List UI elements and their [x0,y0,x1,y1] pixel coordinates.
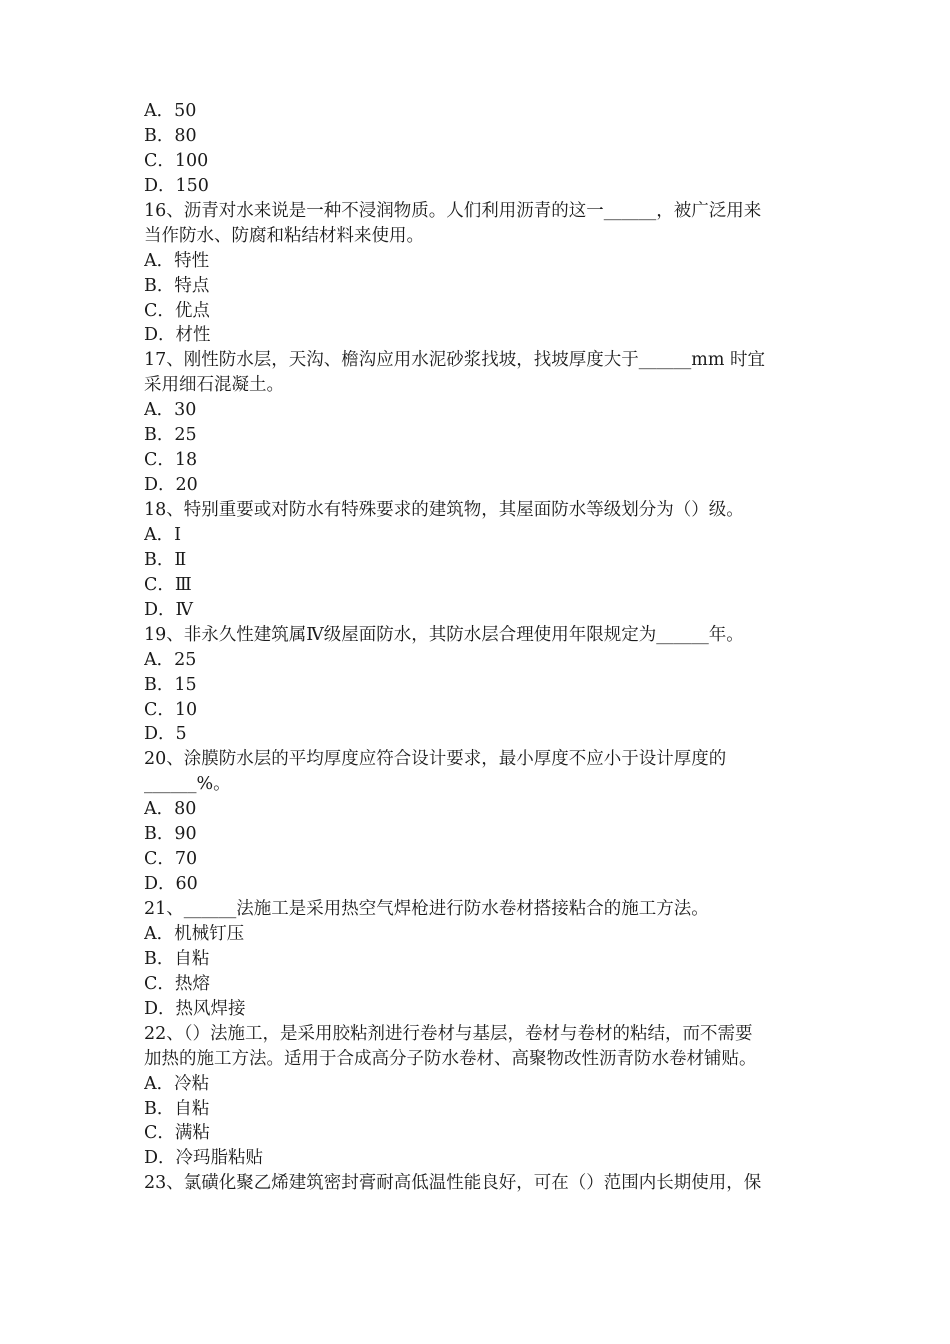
text-line: C．Ⅲ [144,574,192,595]
question-18: 18、特别重要或对防水有特殊要求的建筑物，其屋面防水等级划分为（）级。 [144,500,744,520]
text-line: D．热风焊接 [144,998,246,1019]
text-line: A．特性 [144,250,210,271]
question-19: 19、非永久性建筑属Ⅳ级屋面防水，其防水层合理使用年限规定为______年。 [144,624,744,645]
text-line: A．冷粘 [144,1073,210,1094]
text-line: B．15 [144,674,197,695]
text-line: D．5 [144,724,187,745]
text-line: ______%。 [144,774,231,795]
text-line: C．100 [144,150,209,171]
text-line: B．自粘 [144,1098,210,1119]
question-16: 16、沥青对水来说是一种不浸润物质。人们利用沥青的这一______，被广泛用来 [144,200,762,221]
text-line: B．80 [144,125,197,146]
text-line: D．材性 [144,325,211,346]
text-line: A．25 [144,649,197,670]
text-line: C．18 [144,450,198,471]
question-17: 17、刚性防水层，天沟、檐沟应用水泥砂浆找坡，找坡厚度大于______mm 时宜 [144,350,766,371]
text-line: A．Ⅰ [144,524,182,545]
text-line: B．特点 [144,275,210,296]
text-line: C．热熔 [144,973,210,994]
text-line: D．60 [144,874,198,895]
text-line: B．Ⅱ [144,549,187,570]
text-line: C．优点 [144,300,210,321]
document-body [144,99,824,1196]
text-line: 当作防水、防腐和粘结材料来使用。 [144,225,424,246]
text-line: A．30 [144,400,197,421]
question-21: 21、______法施工是采用热空气焊枪进行防水卷材搭接粘合的施工方法。 [144,899,709,919]
text-line: B．自粘 [144,948,210,969]
text-line: D．150 [144,175,209,196]
question-20: 20、涂膜防水层的平均厚度应符合设计要求，最小厚度不应小于设计厚度的 [144,749,727,770]
text-line: 加热的施工方法。适用于合成高分子防水卷材、高聚物改性沥青防水卷材铺贴。 [144,1048,757,1069]
question-23: 23、氯磺化聚乙烯建筑密封膏耐高低温性能良好，可在（）范围内长期使用，保 [144,1173,762,1194]
text-line: D．20 [144,475,198,496]
text-line: A．80 [144,799,197,820]
question-22: 22、（）法施工，是采用胶粘剂进行卷材与基层，卷材与卷材的粘结，而不需要 [144,1023,753,1044]
text-line: C．70 [144,849,198,870]
text-line: C．10 [144,699,198,720]
text-line: C．满粘 [144,1123,210,1144]
text-line: A．50 [144,101,197,121]
text-line: B．25 [144,425,197,446]
text-line: B．90 [144,824,197,845]
text-line: D．冷玛脂粘贴 [144,1148,264,1169]
text-line: D．Ⅳ [144,599,194,620]
text-line: 采用细石混凝土。 [144,375,284,396]
text-line: A．机械钉压 [144,923,245,944]
